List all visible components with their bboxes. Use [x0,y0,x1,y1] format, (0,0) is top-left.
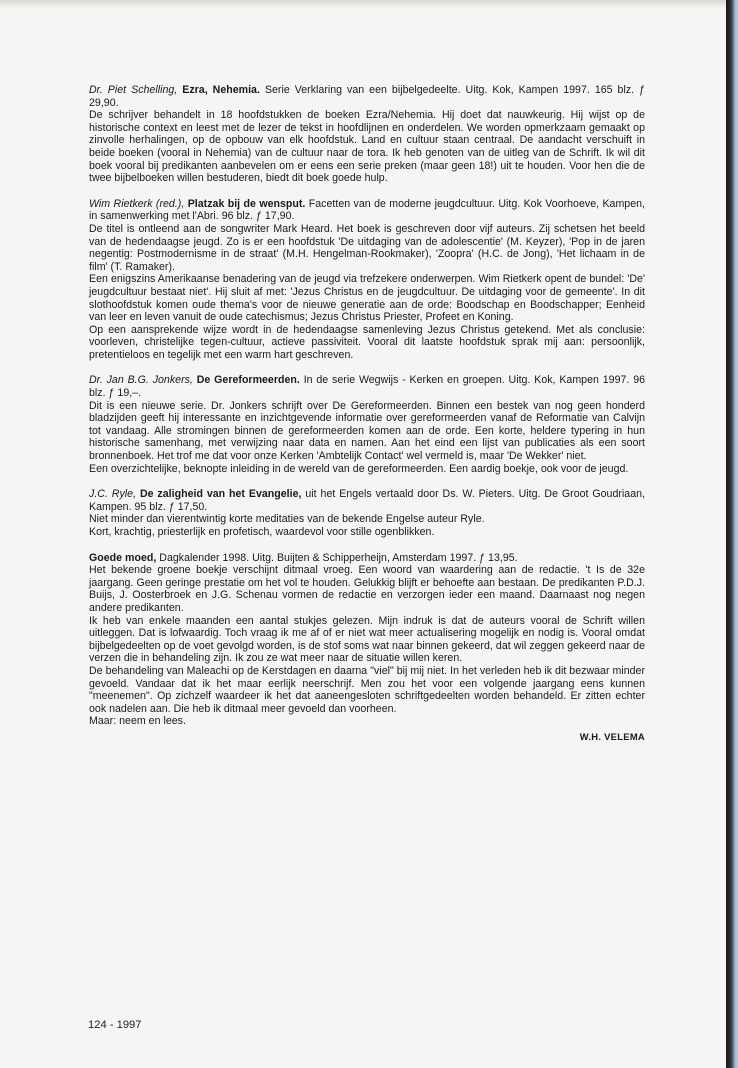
review-heading [89,374,645,399]
review-title: De zaligheid van het Evangelie, [139,488,302,501]
review-paragraph: Een enigszins Amerikaanse benadering van de jeugd via trefzekere onderwerpen. Wim Rietkerk opent de bundel: 'De' jeugdcultuur bestaat niet'. Hij sluit af met: 'Jezus Christus en de jeugdcultuur. De uitdaging voor de gemeente'. In dit slothoofdstuk komen oude thema's voor de nieuwe generatie aan de orde: Boodschap en Boodschapper; Eenheid van leer en leven vanuit de oude catechismus; Jezus Christus Priester, Profeet en Koning. [89,273,645,324]
review-paragraph: De schrijver behandelt in 18 hoofdstukken de boeken Ezra/Nehemia. Hij doet dat nauwkeurig. Hij wijst op de historische context en leest met de lezer de tekst in hoofdlijnen en onderdelen. We worden opmerkzaam gemaakt op zinvolle herhalingen, op de opbouw van elk hoofdstuk. Land en cultuur staan centraal. De aandacht verschuift in beide boeken (vooral in Nehemia) van de cultuur naar de tora. Ik heb genoten van de uitleg van de Schrift. Ik wil dit boek vooral bij predikanten aanbevelen om er eens een serie preken (maar geen 18!) uit te houden. Voor hen die de twee bijbelboeken willen bestuderen, biedt dit boek goede hulp. [89,109,645,185]
review-platzak [89,198,645,362]
review-paragraph: Op een aansprekende wijze wordt in de hedendaagse samenleving Jezus Christus getekend. Met als conclusie: voorleven, christelijke tegen-cultuur, actieve passiviteit. Vooral dit laatste hoofdstuk sprak mij aan: persoonlijk, pretentieloos en tegelijk met een warm hart geschreven. [89,323,645,361]
review-goede-moed [89,552,645,744]
review-heading [89,488,645,513]
review-ezra-nehemia [89,84,645,185]
review-publication: In de serie Wegwijs - Kerken en groepen. Uitg. Kok, Kampen 1997. 96 blz. ƒ 19,–. [89,374,646,400]
review-title: Ezra, Nehemia. [182,84,260,96]
page-number: 124 - 1997 [88,1019,142,1031]
review-author: Dr. Piet Schelling, [89,84,178,96]
review-title: Goede moed, [89,551,157,564]
review-publication: Serie Verklaring van een bijbelgedeelte. Uitg. Kok, Kampen 1997. 165 blz. ƒ 29,90. [89,84,646,109]
page-binding-edge [726,0,738,1068]
review-paragraph: Kort, krachtig, priesterlijk en profetisch, waardevol voor stille ogenblikken. [89,526,435,538]
review-title: De Gereformeerden. [196,374,300,387]
review-gereformeerden [89,374,645,475]
review-title: Platzak bij de wensput. [187,197,306,210]
review-paragraph: Het bekende groene boekje verschijnt ditmaal vroeg. Een woord van waardering aan de redactie. 't Is de 32e jaargang. Geen geringe prestatie om het vol te houden. Gelukkig blijft er behoefte aan bestaan. De predikanten P.D.J. Buijs, J. Oosterbroek en J.G. Schenau vormen de redactie en verzorgen ieder een maand. Daarnaast nog negen andere predikanten. [89,564,645,614]
review-zaligheid [89,488,645,538]
review-paragraph: Ik heb van enkele maanden een aantal stukjes gelezen. Mijn indruk is dat de auteurs vooral de Schrift willen uitleggen. Dat is lofwaardig. Toch vraag ik me af of er niet wat meer actualisering mogelijk en nodig is. Vooral omdat bijbelgedeelten op de voet gevolgd worden, is de stof soms wat naar binnen gekeerd, dat wil zeggen gekeerd naar de verzen die in behandeling zijn. Ik zou ze wat meer naar de situatie willen keren. [89,614,645,665]
review-column [89,84,645,757]
page-top-shadow [0,0,726,8]
review-paragraph: De titel is ontleend aan de songwriter Mark Heard. Het boek is geschreven door vijf auteurs. Zij schetsen het beeld van de hedendaagse jeugd. Zo is er een hoofdstuk 'De uitdaging van de adolescentie' (M. Keyzer), 'Pop in de jaren negentig: Postmodernisme in de straat' (M.H. Hengelman-Rookmaker), 'Zoopra' (H.C. de Jong), 'Het lichaam in de film' (T. Ramaker). [89,222,645,273]
review-publication: uit het Engels vertaald door Ds. W. Pieters. Uitg. De Groot Goudriaan, Kampen. 95 blz. ƒ 17,50. [89,488,645,513]
review-heading [89,552,645,565]
review-heading [89,84,645,109]
review-author: J.C. Ryle, [89,488,137,501]
review-author: Dr. Jan B.G. Jonkers, [89,374,193,387]
review-paragraph: De behandeling van Maleachi op de Kerstdagen en daarna "viel" bij mij niet. In het verleden heb ik dit bezwaar minder gevoeld. Vandaar dat ik het maar eerlijk neerschrijf. Men zou het voor een volgende jaargang eens kunnen "meenemen". Op zichzelf waardeer ik het dat aaneengesloten schriftgedeelten worden behandeld. Er zitten echter ook nadelen aan. Die heb ik ditmaal meer gevoeld dan voorheen. [89,664,645,715]
review-paragraph: Een overzichtelijke, beknopte inleiding in de wereld van de gereformeerden. Een aardig boekje, ook voor de jeugd. [89,462,629,475]
review-heading [89,198,645,223]
review-paragraph: Maar: neem en lees. [89,715,186,728]
review-publication: Dagkalender 1998. Uitg. Buijten & Schipperheijn, Amsterdam 1997. ƒ 13,95. [159,551,518,564]
review-paragraph: Dit is een nieuwe serie. Dr. Jonkers schrijft over De Gereformeerden. Binnen een bestek van nog geen honderd bladzijden geeft hij interessante en inzichtgevende informatie over gereformeerden vanaf de Reformatie van Calvijn tot vandaag. Alle stromingen binnen de gereformeerden komen aan de orde. Een korte, heldere typering in hun historische samenhang, met verwijzing naar data en namen. Aan het eind een lijst van publicaties als een soort bronnenboek. Het trof me dat voor onze Kerken 'Ambtelijk Contact' wel vermeld is, maar 'De Wekker' niet. [89,399,645,463]
review-paragraph: Niet minder dan vierentwintig korte meditaties van de bekende Engelse auteur Ryle. [89,513,485,526]
review-publication: Facetten van de moderne jeugdcultuur. Uitg. Kok Voorhoeve, Kampen, in samenwerking met l'Abri. 96 blz. ƒ 17,90. [89,197,645,223]
review-author: Wim Rietkerk (red.), [89,197,185,210]
reviewer-signature: W.H. VELEMA [579,730,645,742]
